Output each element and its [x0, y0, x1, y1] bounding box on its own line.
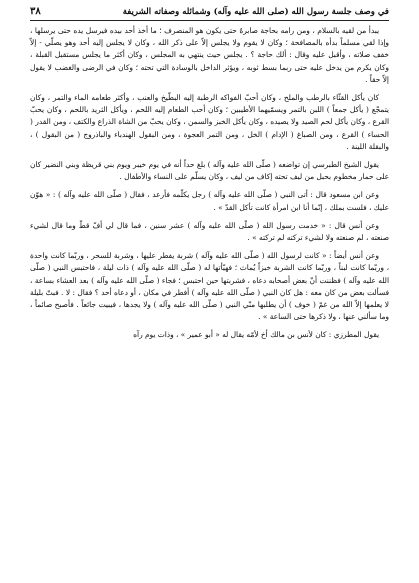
paragraph: يبدأ من لقيه بالسلام ، ومن رامه بحاجة صابرهُ حتى يكون هو المنصرف ؛ ما أخذ أحد بيده فيرسل يده حتى يرسلها ، وإذا لقي مسلماً بدأه بالمصافحة ؛ وكان لا يقوم ولا يجلس إلاّ على ذكر الله ، وكان لا يجلس إليه أحد وهو يصلّي - إلاّ خفف صلاته ، وأقبل عليه وقال : ألك حاجة ؟ . يجلس حيث ينتهي به المجلس ، وكان أكثر ما يجلس مستقبل القبلة ، وكان يكرم من يدخل عليه حتى ربما بسط ثوبه ، ويؤثر الداخل بالوسادة التي تحته ؛ وكان في الرضى والغضب لا يقول إلاّ حقاً .	[30, 26, 389, 84]
paragraph: يقول المطرزي : كان لأنس بن مالك أخ لأمّه يقال له « أبو عمير » ، وذات يوم رآه	[133, 330, 379, 340]
paragraph: وعن أنس قال : « خدمت رسول الله ( صلّى الله عليه وآله ) عشر سنين ، فما قال لي أفّ قطّ وما قال لشيء صنعته ، لم صنعته ولا لشيء تركته لم تركته » .	[30, 220, 389, 243]
page-number: ٣٨	[30, 6, 41, 17]
running-header	[30, 6, 389, 21]
paragraph: وعن ابن مسعود قال : أتى النبي ( صلّى الله عليه وآله ) رجل يكلّمه فأرعد ، فقال ( صلّى الله عليه وآله ) : « هوّن عليك ، فلست بملك ، إنّما أنا ابن امرأة كانت تأكل القدّ » .	[30, 190, 389, 212]
paragraph: يقول الشيخ الطبرسي إن تواضعه ( صلّى الله عليه وآله ) بلغ حداً أنه في يوم خيبر ويوم بني قريظة وبني النضير كان على حمار مخطوم بحبل من ليف تحته إكاف من ليف ، وكان يسلّم على النساء والأطفال .	[30, 160, 389, 182]
paragraph: كان يأكل القثّاء بالرطب والملح ، وكان أحبّ الفواكه الرطبة إليه البطّيخ والعنب ، وأكثر طعامه الماء والتمر ، وكان يتمجّع ( يأكل جمعاً ) اللبن بالتمر ويسمّيهما الأطيبين ؛ وكان أحب الطعام إليه اللحم ، ويأكل الثريد باللحم ، وكان يحبّ القرع ، وكان يأكل لحم الصيد ولا يصيده ، وكان يأكل الخبز والسمن ، وكان يحبّ من الشاة الذراع والكتف ، ومن القدر ( الحساء ) القرع ، ومن الصباغ ( الإدام ) الخل ، ومن التمر العجوة ، ومن البقول الهندباء والباذروج ( من البقول ) ، والبقلة اللينة .	[30, 93, 389, 151]
paragraph: وعن أنس أيضاً : « كانت لرسول الله ( صلّى الله عليه وآله ) شربة يفطر عليها ، وشربة للسحر ، وربّما كانت واحدة ، وربّما كانت لبناً ، وربّما كانت الشربة خبزاً يُماث ؛ فهيّأتها له ( صلّى الله عليه وآله ) ذات ليلة ، فاحتبس النبي ( صلّى الله عليه وآله ) فظننت أنّ بعض أصحابه دعاه ، فشربتها حين احتبس ؛ فجاء ( صلّى الله عليه وآله ) بعد العشاء بساعة ، فسألت بعض من كان معه : هل كان النبي ( صلّى الله عليه وآله ) أفطر في مكان ، أو دعاه أحد ؟ فقال : لا . فبتّ بليلة لا يعلمها إلاّ الله من غمّ ( خوف ) أن يطلبها منّي النبي ( صلّى الله عليه وآله ) ولا يجدها ، فيبيت جائعاً . فأصبح صائماً ، وما سألني عنها ، ولا ذكرها حتى الساعة » .	[30, 251, 389, 322]
header-title: في وصف جلسة رسول الله (صلى الله عليه وآله) وشمائله وصفاته الشريفة	[122, 6, 389, 17]
body-text	[30, 25, 389, 342]
